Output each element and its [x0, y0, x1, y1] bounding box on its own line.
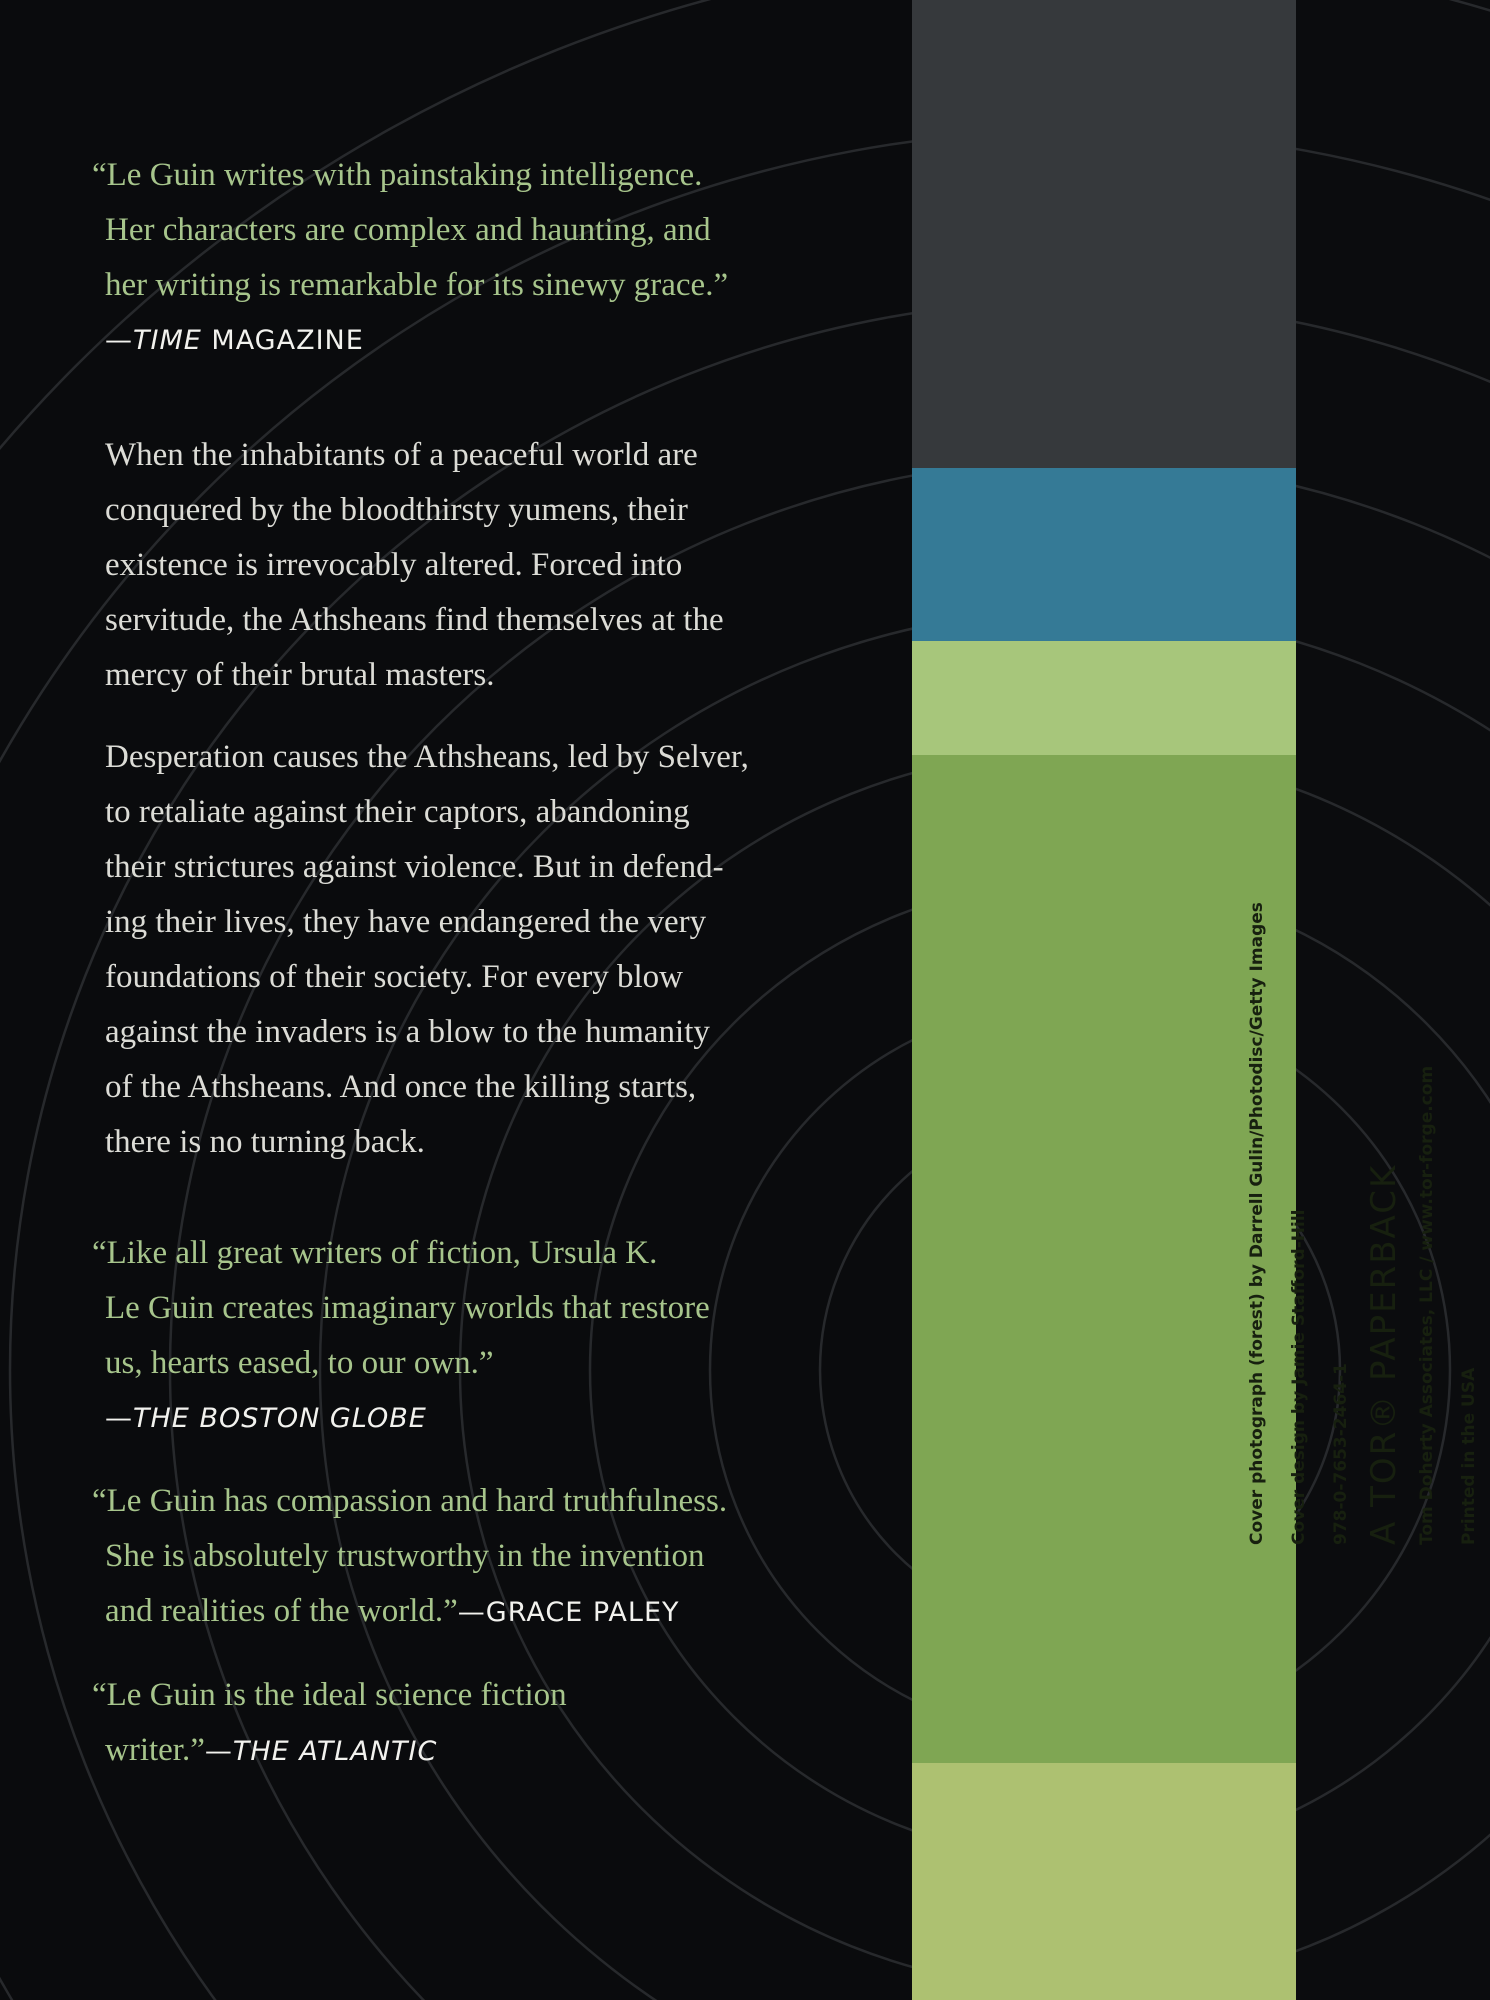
credit-printed: Printed in the USA — [1459, 1367, 1479, 1545]
quote-globe-line-3: us, hearts eased, to our own.” — [105, 1345, 494, 1381]
blurb-p1-line: existence is irrevocably altered. Forced into — [105, 547, 683, 583]
credit-isbn: 978-0-7653-2464-1 — [1331, 1363, 1351, 1545]
quote-time-line-3: her writing is remarkable for its sinewy grace.” — [105, 267, 729, 303]
quote-paley-line-3: and realities of the world.”—GRACE PALEY — [105, 1593, 680, 1629]
quote-time-line-1: “Le Guin writes with painstaking intelligence. — [92, 157, 703, 193]
blurb-p1-line: servitude, the Athsheans find themselves at the — [105, 602, 724, 638]
blurb-p1-line: conquered by the bloodthirsty yumens, their — [105, 492, 688, 528]
credit-design: Cover design by Jamie Stafford-Hill — [1289, 1209, 1309, 1545]
blurb-paragraph-2 — [105, 730, 865, 1170]
blurb-p2-line: ing their lives, they have endangered the very — [105, 904, 707, 940]
blurb-p2-line: there is no turning back. — [105, 1124, 425, 1160]
blurb-p2-line: their strictures against violence. But in defend- — [105, 849, 724, 885]
quote-grace-paley — [92, 1474, 872, 1640]
blurb-p2-line: of the Athsheans. And once the killing starts, — [105, 1069, 697, 1105]
blurb-p2-line: Desperation causes the Athsheans, led by Selver, — [105, 739, 749, 775]
quote-paley-line-2: She is absolutely trustworthy in the invention — [105, 1538, 705, 1574]
quote-time-line-2: Her characters are complex and haunting, and — [105, 212, 711, 248]
quote-paley-line-1: “Le Guin has compassion and hard truthfulness. — [92, 1483, 728, 1519]
quote-globe-line-1: “Like all great writers of fiction, Ursula K. — [92, 1235, 658, 1271]
credit-publisher: Tom Doherty Associates, LLC / www.tor-forge.com — [1417, 1065, 1437, 1545]
quote-boston-globe — [92, 1226, 872, 1446]
blurb-p2-line: to retaliate against their captors, abandoning — [105, 794, 690, 830]
blurb-p2-line: foundations of their society. For every blow — [105, 959, 683, 995]
quote-atlantic-attribution: —THE ATLANTIC — [204, 1736, 438, 1767]
band-light-green — [912, 641, 1296, 755]
blurb-p2-line: against the invaders is a blow to the humanity — [105, 1014, 710, 1050]
blurb-p1-line: When the inhabitants of a peaceful world are — [105, 437, 698, 473]
quote-atlantic-line-2: writer.”—THE ATLANTIC — [105, 1732, 438, 1768]
quote-globe-line-2: Le Guin creates imaginary worlds that restore — [105, 1290, 710, 1326]
quote-globe-attribution: —THE BOSTON GLOBE — [105, 1403, 427, 1434]
band-blue — [912, 468, 1296, 641]
quote-paley-attribution: —GRACE PALEY — [457, 1597, 680, 1628]
quote-atlantic-line-1: “Le Guin is the ideal science fiction — [92, 1677, 567, 1713]
blurb-p1-line: mercy of their brutal masters. — [105, 657, 495, 693]
band-pale-green — [912, 1763, 1296, 2000]
quote-atlantic — [92, 1668, 872, 1779]
blurb-paragraph-1 — [105, 428, 865, 703]
quote-time — [92, 148, 872, 368]
quote-time-attribution: —TIME MAGAZINE — [105, 325, 364, 356]
band-charcoal — [912, 0, 1296, 468]
credit-photo: Cover photograph (forest) by Darrell Gulin/Photodisc/Getty Images — [1247, 902, 1267, 1545]
credit-imprint: A TOR® PAPERBACK — [1364, 1163, 1404, 1545]
